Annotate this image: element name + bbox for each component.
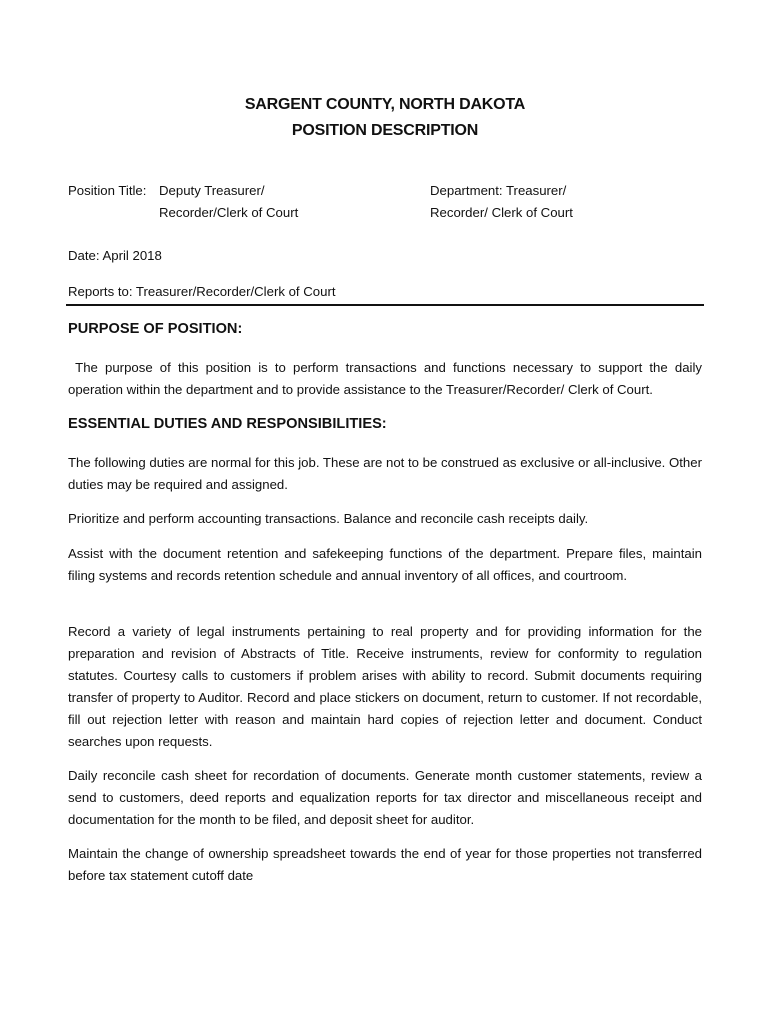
position-title-label: Position Title: bbox=[68, 183, 147, 198]
position-title-value-line2: Recorder/Clerk of Court bbox=[159, 205, 299, 220]
duties-paragraph-accounting: Prioritize and perform accounting transactions. Balance and reconcile cash receipts daily. bbox=[68, 511, 589, 526]
section-divider bbox=[66, 304, 704, 306]
position-title-value-line1: Deputy Treasurer/ bbox=[159, 183, 265, 198]
purpose-paragraph: The purpose of this position is to perform transactions and functions necessary to support the daily operation within the department and to provide assistance to the Treasurer/Recorder/ Clerk of Court. bbox=[68, 360, 706, 397]
department-line2: Recorder/ Clerk of Court bbox=[430, 205, 573, 220]
purpose-heading: PURPOSE OF POSITION: bbox=[68, 321, 243, 337]
county-title: SARGENT COUNTY, NORTH DAKOTA bbox=[244, 96, 526, 113]
duties-paragraph-retention: Assist with the document retention and safekeeping functions of the department. Prepare files, maintain filing systems and records retention schedule and annual inventory of all offices, and courtroom. bbox=[68, 546, 702, 583]
document-title: POSITION DESCRIPTION bbox=[291, 122, 479, 139]
duties-paragraph-ownership: Maintain the change of ownership spreadsheet towards the end of year for those properties not transferred before tax statement cutoff date bbox=[68, 846, 702, 883]
reports-to-line: Reports to: Treasurer/Recorder/Clerk of Court bbox=[68, 284, 336, 299]
department-line1: Department: Treasurer/ bbox=[430, 183, 567, 198]
duties-paragraph-recording: Record a variety of legal instruments pertaining to real property and for providing information for the preparation and revision of Abstracts of Title. Receive instruments, review for conformity to regulation statutes. Courtesy calls to customers if problem arises with ability to record. Submit documents requiring transfer of property to Auditor. Record and place stickers on document, return to customer. If not recordable, fill out rejection letter with reason and maintain hard copies of rejection letter and document. Conduct searches upon requests. bbox=[68, 624, 702, 749]
duties-heading: ESSENTIAL DUTIES AND RESPONSIBILITIES: bbox=[68, 416, 387, 432]
date-line: Date: April 2018 bbox=[68, 248, 162, 263]
duties-paragraph-reconcile: Daily reconcile cash sheet for recordation of documents. Generate month customer statements, review a send to customers, deed reports and equalization reports for tax director and miscellaneous receipt and documentation for the month to be filed, and deposit sheet for auditor. bbox=[68, 768, 702, 827]
duties-paragraph-intro: The following duties are normal for this job. These are not to be construed as exclusive or all-inclusive. Other duties may be required and assigned. bbox=[68, 455, 702, 492]
